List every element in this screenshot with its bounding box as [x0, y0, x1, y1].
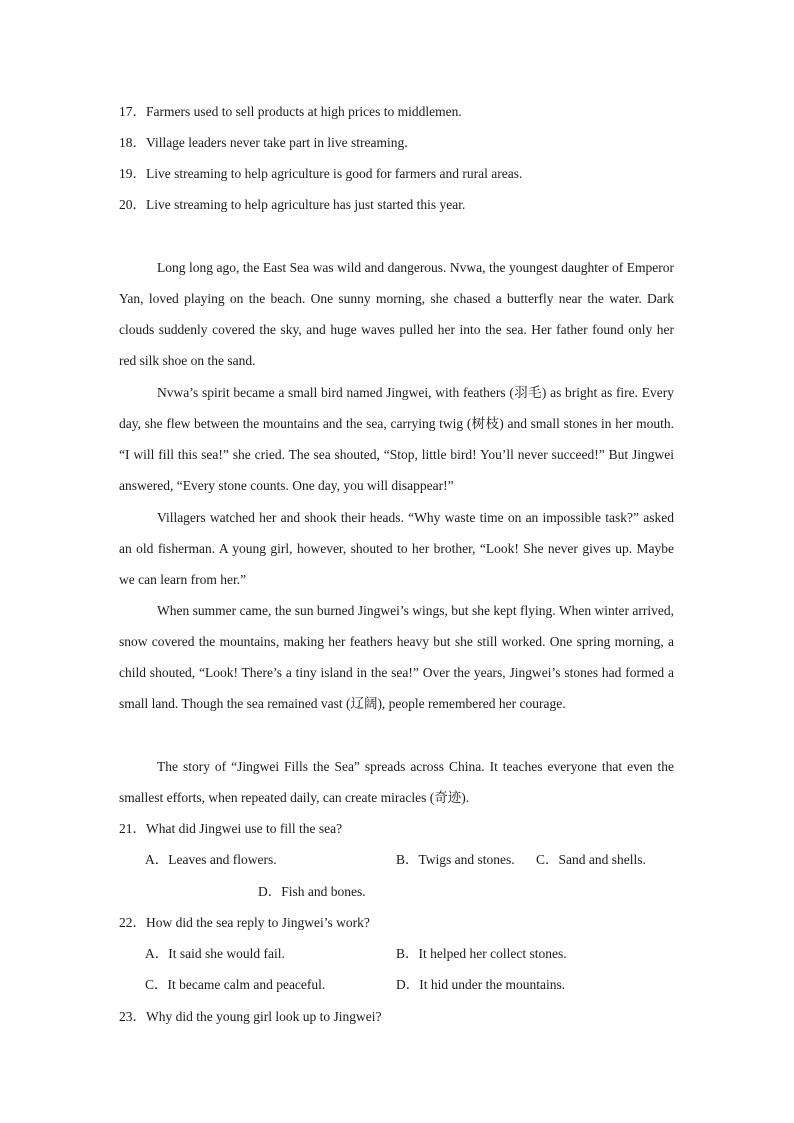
- option-c: C．It became calm and peaceful.: [145, 977, 326, 992]
- option-a: A．It said she would fail.: [145, 946, 285, 961]
- statement-17: 17．Farmers used to sell products at high prices to middlemen.: [119, 104, 462, 119]
- statement-20: 20．Live streaming to help agriculture has just started this year.: [119, 197, 466, 212]
- statement-18: 18．Village leaders never take part in live streaming.: [119, 135, 408, 150]
- option-b: B．Twigs and stones.: [396, 852, 515, 867]
- option-d: D．It hid under the mountains.: [396, 977, 566, 992]
- passage-paragraph-5: The story of “Jingwei Fills the Sea” spreads across China. It teaches everyone that even the smallest efforts, when repeated daily, can create miracles (奇迹).: [119, 759, 674, 806]
- passage-paragraph-3: Villagers watched her and shook their heads. “Why waste time on an impossible task?” asked an old fisherman. A young girl, however, shouted to her brother, “Look! She never gives up. Maybe we can learn from her.”: [119, 510, 674, 588]
- option-d: D．Fish and bones.: [258, 884, 366, 899]
- option-a: A．Leaves and flowers.: [145, 852, 277, 867]
- passage-paragraph-1: Long long ago, the East Sea was wild and dangerous. Nvwa, the youngest daughter of Emperor Yan, loved playing on the beach. One sunny morning, she chased a butterfly near the water. Dark clouds suddenly covered the sky, and huge waves pulled her into the sea. Her father found only her red silk shoe on the sand.: [119, 260, 674, 369]
- passage-paragraph-4: When summer came, the sun burned Jingwei’s wings, but she kept flying. When winter arrived, snow covered the mountains, making her feathers heavy but she still worked. One spring morning, a child shouted, “Look! There’s a tiny island in the sea!” Over the years, Jingwei’s stones had formed a small land. Though the sea remained vast (辽阔), people remembered her courage.: [119, 603, 674, 712]
- option-c: C．Sand and shells.: [536, 852, 646, 867]
- question-stem: 22．How did the sea reply to Jingwei’s work?: [119, 915, 370, 930]
- passage-paragraph-2: Nvwa’s spirit became a small bird named Jingwei, with feathers (羽毛) as bright as fire. Every day, she flew between the mountains and the sea, carrying twig (树枝) and small stones in her mouth. “I will fill this sea!” she cried. The sea shouted, “Stop, little bird! You’ll never succeed!” But Jingwei answered, “Every stone counts. One day, you will disappear!”: [119, 385, 674, 494]
- question-stem: 23．Why did the young girl look up to Jingwei?: [119, 1009, 382, 1024]
- question-stem: 21．What did Jingwei use to fill the sea?: [119, 821, 343, 836]
- statement-19: 19．Live streaming to help agriculture is good for farmers and rural areas.: [119, 166, 523, 181]
- option-b: B．It helped her collect stones.: [396, 946, 567, 961]
